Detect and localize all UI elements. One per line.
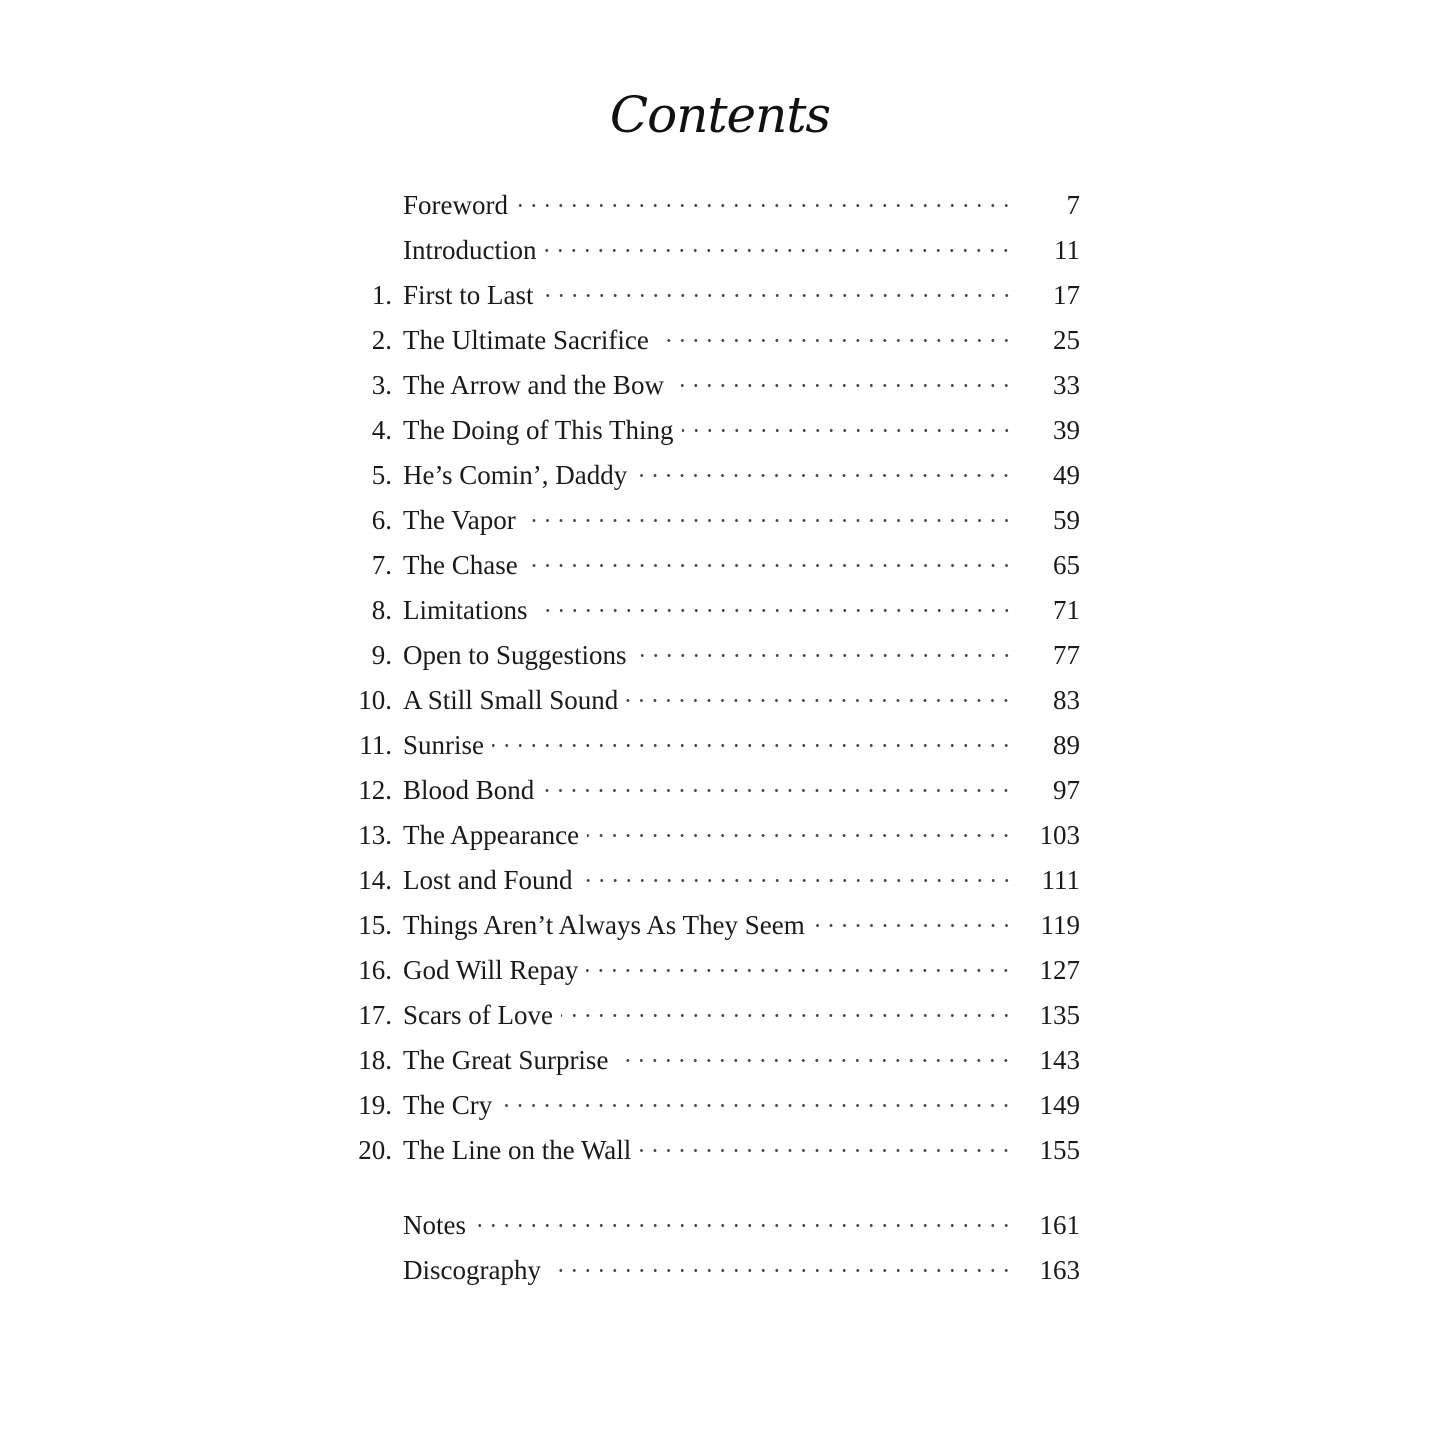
toc-title: Things Aren’t Always As They Seem (403, 910, 805, 940)
dot-leader (639, 1128, 1016, 1173)
toc-entry-chapter (350, 948, 1080, 993)
toc-title: Discography (403, 1255, 541, 1285)
dot-leader (635, 633, 1016, 678)
toc-page-number: 103 (1039, 820, 1080, 850)
dot-leader (561, 993, 1016, 1038)
dot-leader (587, 813, 1016, 858)
toc-page-number: 65 (1053, 550, 1080, 580)
page-title: Contents (609, 86, 831, 144)
toc-number: 15. (358, 910, 392, 940)
dot-leader (536, 588, 1017, 633)
toc-page-number: 97 (1053, 775, 1080, 805)
toc-page-number: 163 (1039, 1255, 1080, 1285)
dot-leader (542, 273, 1016, 318)
dot-leader (586, 948, 1016, 993)
toc-entry-chapter (350, 768, 1080, 813)
toc-title: The Cry (403, 1090, 493, 1120)
toc-number: 19. (358, 1090, 392, 1120)
toc-number: 16. (358, 955, 392, 985)
dot-leader (524, 498, 1016, 543)
toc-page-number: 161 (1039, 1210, 1080, 1240)
table-of-contents (350, 183, 1080, 1293)
dot-leader (635, 453, 1016, 498)
dot-leader (813, 903, 1016, 948)
toc-entry-chapter (350, 633, 1080, 678)
toc-entry-notes (350, 1203, 1080, 1248)
toc-title: Sunrise (403, 730, 484, 760)
dot-leader (516, 183, 1016, 228)
toc-page-number: 149 (1039, 1090, 1080, 1120)
toc-entry-chapter (350, 588, 1080, 633)
toc-number: 8. (371, 595, 392, 625)
toc-entry-foreword (350, 183, 1080, 228)
toc-title: The Appearance (403, 820, 580, 850)
toc-title: Introduction (403, 235, 537, 265)
toc-entry-chapter (350, 363, 1080, 408)
toc-page-number: 89 (1053, 730, 1080, 760)
toc-page-number: 49 (1053, 460, 1080, 490)
toc-title: The Ultimate Sacrifice (403, 325, 649, 355)
dot-leader (542, 768, 1016, 813)
toc-title: The Great Surprise (403, 1045, 609, 1075)
dot-leader (500, 1083, 1016, 1128)
toc-entry-discography (350, 1248, 1080, 1293)
dot-leader (474, 1203, 1016, 1248)
toc-page-number: 25 (1053, 325, 1080, 355)
toc-number: 11. (359, 730, 392, 760)
toc-number: 10. (358, 685, 392, 715)
toc-entry-chapter (350, 813, 1080, 858)
toc-entry-introduction (350, 228, 1080, 273)
toc-number: 5. (371, 460, 392, 490)
toc-entry-chapter (350, 318, 1080, 363)
toc-page-number: 77 (1053, 640, 1080, 670)
toc-title: First to Last (403, 280, 534, 310)
toc-page-number: 71 (1053, 595, 1080, 625)
toc-page-number: 39 (1053, 415, 1080, 445)
dot-leader (526, 543, 1016, 588)
toc-number: 9. (371, 640, 392, 670)
dot-leader (616, 1038, 1016, 1083)
toc-entry-chapter (350, 498, 1080, 543)
dot-leader (549, 1248, 1016, 1293)
toc-number: 17. (358, 1000, 392, 1030)
dot-leader (581, 858, 1016, 903)
toc-page-number: 143 (1039, 1045, 1080, 1075)
toc-entry-chapter (350, 273, 1080, 318)
toc-title: Limitations (403, 595, 528, 625)
toc-entry-chapter (350, 993, 1080, 1038)
toc-number: 18. (358, 1045, 392, 1075)
dot-leader (657, 318, 1016, 363)
toc-page-number: 119 (1040, 910, 1080, 940)
toc-title: The Vapor (403, 505, 516, 535)
toc-entry-chapter (350, 903, 1080, 948)
toc-title: The Doing of This Thing (403, 415, 674, 445)
toc-title: Scars of Love (403, 1000, 553, 1030)
toc-title: The Arrow and the Bow (403, 370, 664, 400)
toc-title: God Will Repay (403, 955, 579, 985)
toc-title: Blood Bond (403, 775, 535, 805)
toc-title: Lost and Found (403, 865, 573, 895)
toc-number: 7. (371, 550, 392, 580)
dot-leader (544, 228, 1016, 273)
toc-number: 2. (371, 325, 392, 355)
toc-title: The Chase (403, 550, 518, 580)
dot-leader (672, 363, 1016, 408)
toc-title: A Still Small Sound (403, 685, 619, 715)
toc-entry-chapter (350, 453, 1080, 498)
dot-leader (626, 678, 1016, 723)
toc-number: 1. (371, 280, 392, 310)
toc-entry-chapter (350, 408, 1080, 453)
toc-number: 20. (358, 1135, 392, 1165)
toc-entry-chapter (350, 858, 1080, 903)
toc-page-number: 83 (1053, 685, 1080, 715)
toc-page-number: 33 (1053, 370, 1080, 400)
toc-page-number: 17 (1053, 280, 1080, 310)
section-spacer (350, 1173, 1080, 1203)
toc-page-number: 111 (1041, 865, 1080, 895)
toc-entry-chapter (350, 1128, 1080, 1173)
toc-title: Open to Suggestions (403, 640, 627, 670)
toc-page-number: 155 (1039, 1135, 1080, 1165)
toc-title: The Line on the Wall (403, 1135, 632, 1165)
toc-page-number: 11 (1054, 235, 1080, 265)
toc-title: Notes (403, 1210, 466, 1240)
toc-title: He’s Comin’, Daddy (403, 460, 628, 490)
toc-page-number: 135 (1039, 1000, 1080, 1030)
dot-leader (492, 723, 1016, 768)
toc-entry-chapter (350, 1083, 1080, 1128)
toc-title: Foreword (403, 190, 508, 220)
toc-number: 4. (371, 415, 392, 445)
toc-page-number: 59 (1053, 505, 1080, 535)
toc-entry-chapter (350, 543, 1080, 588)
toc-page-number: 7 (1066, 190, 1080, 220)
toc-number: 6. (371, 505, 392, 535)
dot-leader (682, 408, 1017, 453)
toc-number: 13. (358, 820, 392, 850)
toc-entry-chapter (350, 723, 1080, 768)
toc-entry-chapter (350, 678, 1080, 723)
toc-entry-chapter (350, 1038, 1080, 1083)
toc-number: 14. (358, 865, 392, 895)
toc-page-number: 127 (1039, 955, 1080, 985)
toc-number: 3. (371, 370, 392, 400)
toc-number: 12. (358, 775, 392, 805)
